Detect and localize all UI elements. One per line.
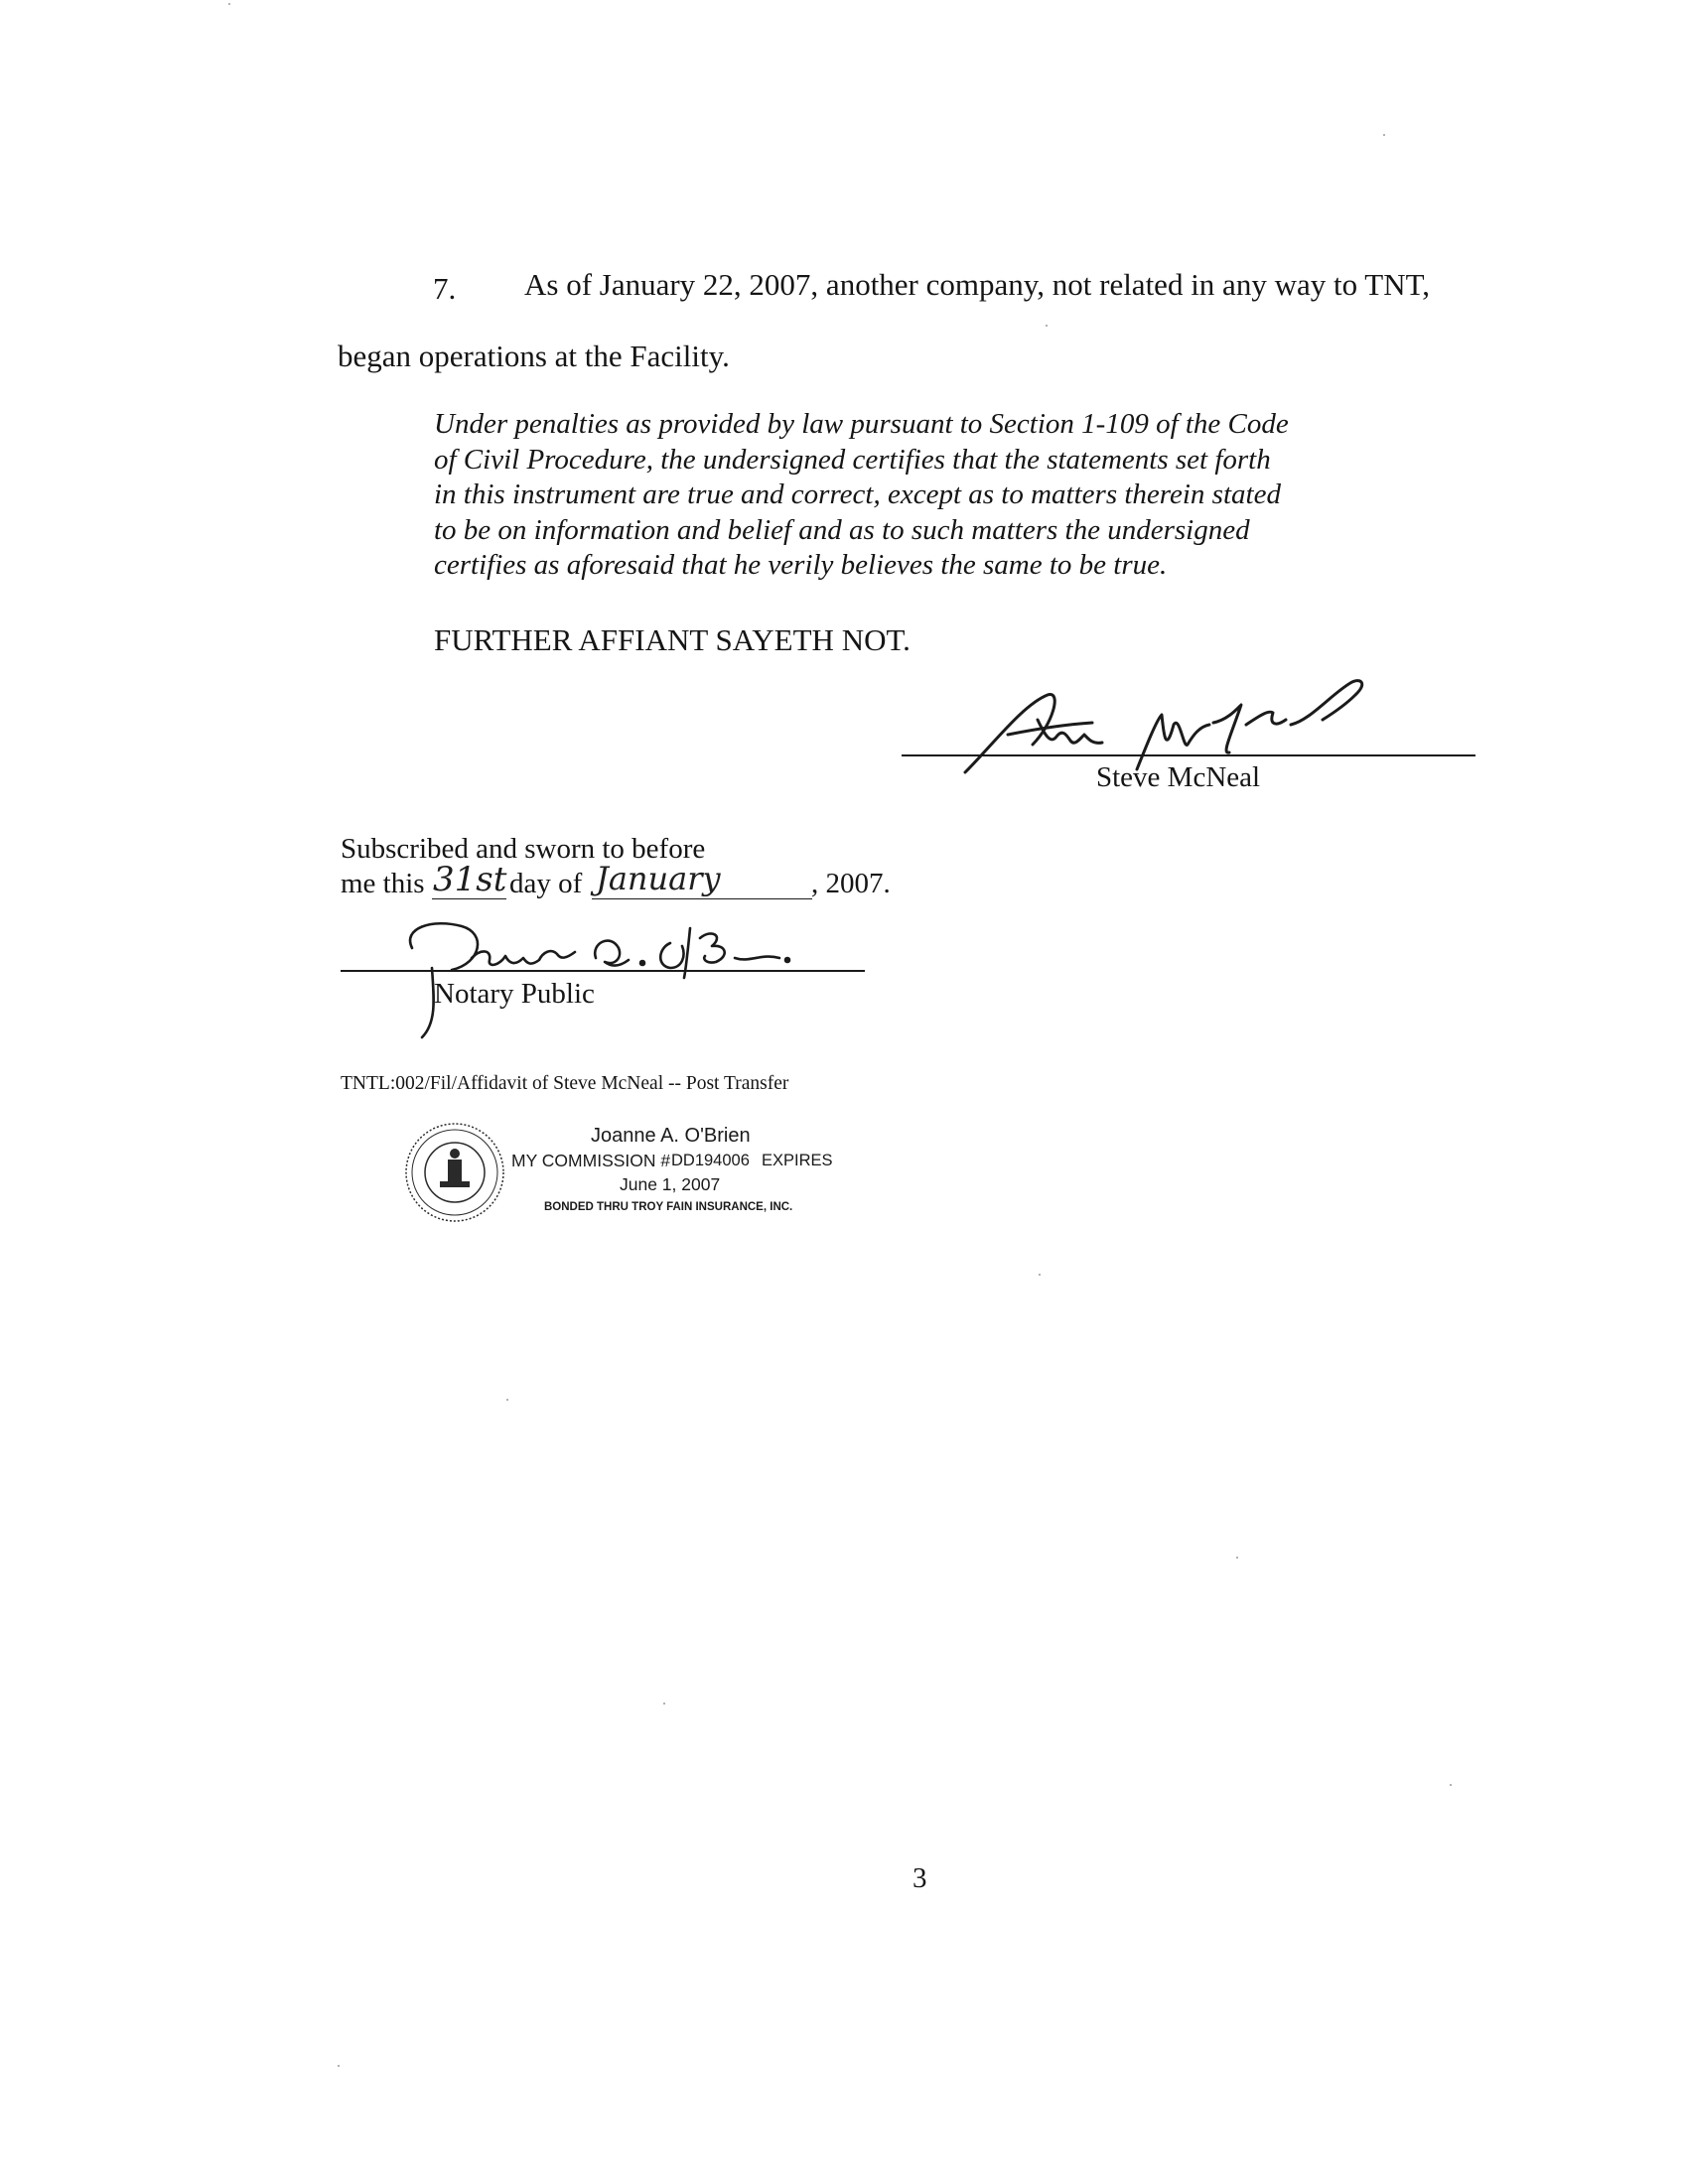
scan-speck [1046, 325, 1048, 327]
page-number: 3 [912, 1862, 927, 1894]
certification-line: Under penalties as provided by law pursuant to Section 1-109 of the Code [434, 408, 1289, 440]
scan-speck [663, 1703, 665, 1705]
certification-paragraph [434, 407, 1387, 584]
closing-statement: FURTHER AFFIANT SAYETH NOT. [434, 622, 911, 657]
paragraph-number: 7. [433, 271, 457, 306]
seal-expiry-date: June 1, 2007 [620, 1174, 721, 1194]
paragraph-7-line-1: As of January 22, 2007, another company, not related in any way to TNT, [524, 267, 1430, 302]
seal-commission-label: MY COMMISSION # [511, 1151, 671, 1170]
seal-notary-name: Joanne A. O'Brien [591, 1125, 751, 1147]
jurat-day-blank [432, 898, 506, 899]
jurat-month-handwritten: January [596, 860, 721, 897]
paragraph-7-line-2: began operations at the Facility. [338, 339, 730, 373]
jurat-line-1: Subscribed and sworn to before [341, 833, 706, 865]
affiant-signature-line [902, 754, 1475, 756]
jurat-year: , 2007. [811, 868, 891, 899]
certification-line: of Civil Procedure, the undersigned certifies that the statements set forth [434, 443, 1271, 476]
notary-seal-emblem [402, 1120, 507, 1225]
jurat-day-of: day of [509, 868, 583, 899]
certification-line: certifies as aforesaid that he verily believes the same to be true. [434, 549, 1168, 581]
certification-line: to be on information and belief and as to such matters the undersigned [434, 513, 1250, 546]
jurat-me-this: me this [341, 868, 425, 899]
affiant-printed-name: Steve McNeal [1096, 761, 1261, 793]
file-reference: TNTL:002/Fil/Affidavit of Steve McNeal -- Post Transfer [341, 1073, 789, 1094]
scan-speck [228, 3, 230, 5]
scan-speck [506, 1399, 508, 1401]
notary-public-label: Notary Public [434, 978, 595, 1010]
scan-speck [1039, 1274, 1041, 1276]
certification-line: in this instrument are true and correct, except as to matters therein stated [434, 478, 1281, 510]
jurat-day-handwritten: 31st [433, 860, 507, 899]
seal-commission-number: DD194006 [671, 1152, 750, 1169]
scan-speck [1450, 1784, 1452, 1786]
scan-speck [338, 2065, 340, 2067]
scan-speck [1383, 134, 1385, 136]
notary-signature-line [341, 970, 865, 972]
seal-expires-label: EXPIRES [762, 1152, 833, 1169]
jurat-month-blank [592, 898, 812, 899]
scan-speck [1236, 1557, 1238, 1559]
seal-bonded-line: BONDED THRU TROY FAIN INSURANCE, INC. [544, 1201, 793, 1213]
